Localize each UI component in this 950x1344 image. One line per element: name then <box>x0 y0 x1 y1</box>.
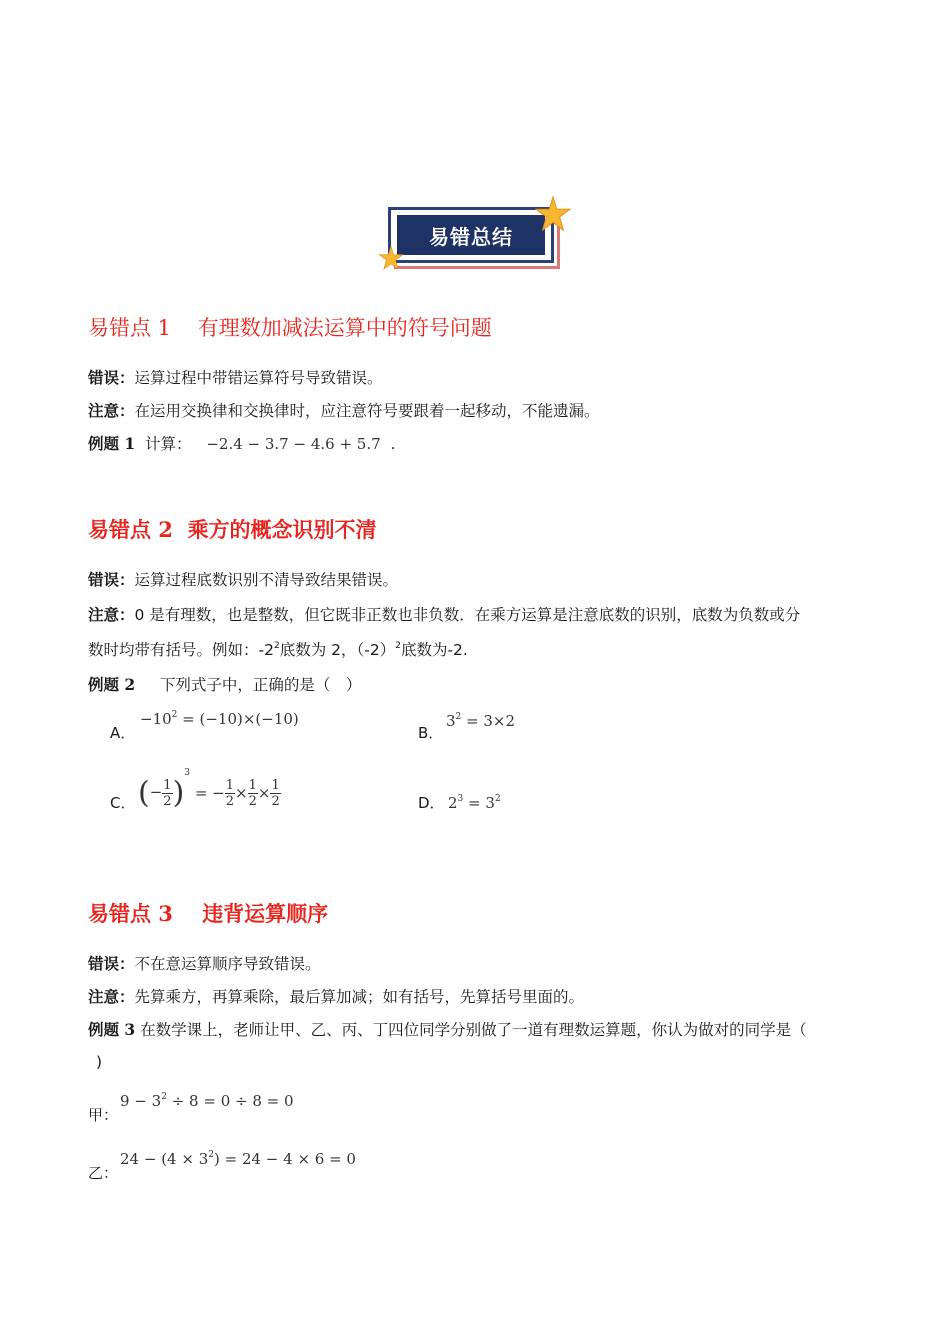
math-part: −10 <box>140 710 172 728</box>
banner-frame <box>388 207 554 263</box>
error-text: 运算过程中带错运算符号导致错误。 <box>134 369 383 387</box>
numerator: 1 <box>225 777 234 793</box>
section-1-example <box>88 432 395 454</box>
example-close-paren: ) <box>96 1053 103 1071</box>
option-a-label: A． <box>110 724 136 742</box>
jia-math <box>120 1092 294 1110</box>
section-3-prefix: 易错点 3 <box>88 901 173 926</box>
banner-title: 易错总结 <box>397 215 545 255</box>
section-2-title: 乘方的概念识别不清 <box>187 517 377 542</box>
math-part: = (−10)×(−10) <box>177 710 299 728</box>
example-label: 例题 3 <box>88 1020 136 1039</box>
yi-math <box>120 1150 356 1168</box>
example-end: . <box>390 435 396 453</box>
section-2-note-cont <box>88 638 468 660</box>
error-text: 运算过程底数识别不清导致结果错误。 <box>134 571 399 589</box>
superscript: 2 <box>455 712 462 722</box>
section-1-note <box>88 399 600 421</box>
option-b-label: B． <box>418 724 444 742</box>
option-d-label: D． <box>418 794 445 812</box>
math-part: − <box>149 783 163 801</box>
section-2-prefix: 易错点 2 <box>88 517 173 542</box>
error-text: 不在意运算顺序导致错误。 <box>134 955 321 973</box>
denominator: 2 <box>163 793 172 809</box>
note-text-part: 底数为 2，（-2） <box>279 641 396 659</box>
example-math: −2.4 − 3.7 − 4.6 + 5.7 <box>206 435 381 453</box>
section-3-error <box>88 952 321 974</box>
superscript: 2 <box>171 710 178 720</box>
example-label: 例题 1 <box>88 434 136 453</box>
section-2-example <box>88 673 361 695</box>
example-label: 例题 2 <box>88 675 136 694</box>
option-d-math <box>448 794 501 812</box>
math-part: 9 − 3 <box>120 1092 162 1110</box>
option-a-math <box>140 710 299 728</box>
note-text: 在运用交换律和交换律时，应注意符号要跟着一起移动，不能遗漏。 <box>134 402 600 420</box>
superscript: 2 <box>494 794 501 804</box>
superscript: 2 <box>273 641 280 651</box>
math-part: 3 <box>446 712 456 730</box>
section-1-heading <box>88 312 492 342</box>
section-3-note <box>88 985 584 1007</box>
error-label: 错误： <box>88 955 135 973</box>
yi-label: 乙： <box>88 1164 119 1182</box>
option-c-label: C． <box>110 794 136 812</box>
numerator: 1 <box>271 777 280 793</box>
note-label: 注意： <box>88 988 135 1006</box>
note-text-part: 底数为-2. <box>400 641 468 659</box>
note-text: 先算乘方，再算乘除，最后算加减；如有括号，先算括号里面的。 <box>134 988 585 1006</box>
section-1-title: 有理数加减法运算中的符号问题 <box>197 316 492 340</box>
superscript: 3 <box>184 768 191 778</box>
numerator: 1 <box>163 777 172 793</box>
example-text: 下列式子中，正确的是（ ） <box>159 676 362 694</box>
section-2-heading <box>88 514 377 544</box>
math-part: = 3 <box>463 794 495 812</box>
star-icon <box>534 195 572 233</box>
denominator: 2 <box>248 793 257 809</box>
option-c-math <box>138 768 281 811</box>
summary-banner <box>388 207 558 267</box>
paren-close: ) <box>172 775 185 811</box>
math-part: = 3×2 <box>461 712 516 730</box>
math-part: 24 − (4 × 3 <box>120 1150 209 1168</box>
math-part: ) = 24 − 4 × 6 = 0 <box>213 1150 356 1168</box>
example-text: 在数学课上，老师让甲、乙、丙、丁四位同学分别做了一道有理数运算题，你认为做对的同学是（ <box>140 1021 807 1039</box>
section-3-title: 违背运算顺序 <box>202 901 329 926</box>
fraction <box>225 778 235 809</box>
error-label: 错误： <box>88 571 135 589</box>
jia-label: 甲： <box>88 1106 119 1124</box>
note-text-part: 数时均带有括号。例如：-2 <box>88 641 274 659</box>
note-label: 注意： <box>88 606 135 624</box>
fraction <box>248 778 258 809</box>
superscript: 2 <box>395 641 401 651</box>
denominator: 2 <box>271 793 280 809</box>
math-part: ÷ 8 = 0 ÷ 8 = 0 <box>166 1092 294 1110</box>
option-b-math <box>446 712 515 730</box>
section-1-error <box>88 366 383 388</box>
example-text: 计算： <box>145 435 192 453</box>
error-label: 错误： <box>88 369 135 387</box>
section-3-example <box>88 1018 807 1040</box>
math-part: = − <box>194 784 225 802</box>
math-part: 2 <box>448 794 458 812</box>
math-part: × <box>257 784 271 802</box>
section-2-error <box>88 568 398 590</box>
math-part: × <box>235 784 248 802</box>
section-3-heading <box>88 898 328 928</box>
superscript: 3 <box>457 794 464 804</box>
section-2-note <box>88 603 800 625</box>
fraction <box>270 778 280 809</box>
numerator: 1 <box>248 777 257 793</box>
fraction <box>162 778 172 809</box>
superscript: 2 <box>161 1092 167 1102</box>
note-label: 注意： <box>88 402 135 420</box>
note-text: 0 是有理数，也是整数，但它既非正数也非负数．在乘方运算是注意底数的识别，底数为负数或分 <box>134 606 801 624</box>
superscript: 2 <box>208 1150 214 1160</box>
denominator: 2 <box>225 793 234 809</box>
star-icon <box>378 245 404 271</box>
section-1-prefix: 易错点 1 <box>88 316 172 340</box>
paren-open: ( <box>138 775 150 811</box>
